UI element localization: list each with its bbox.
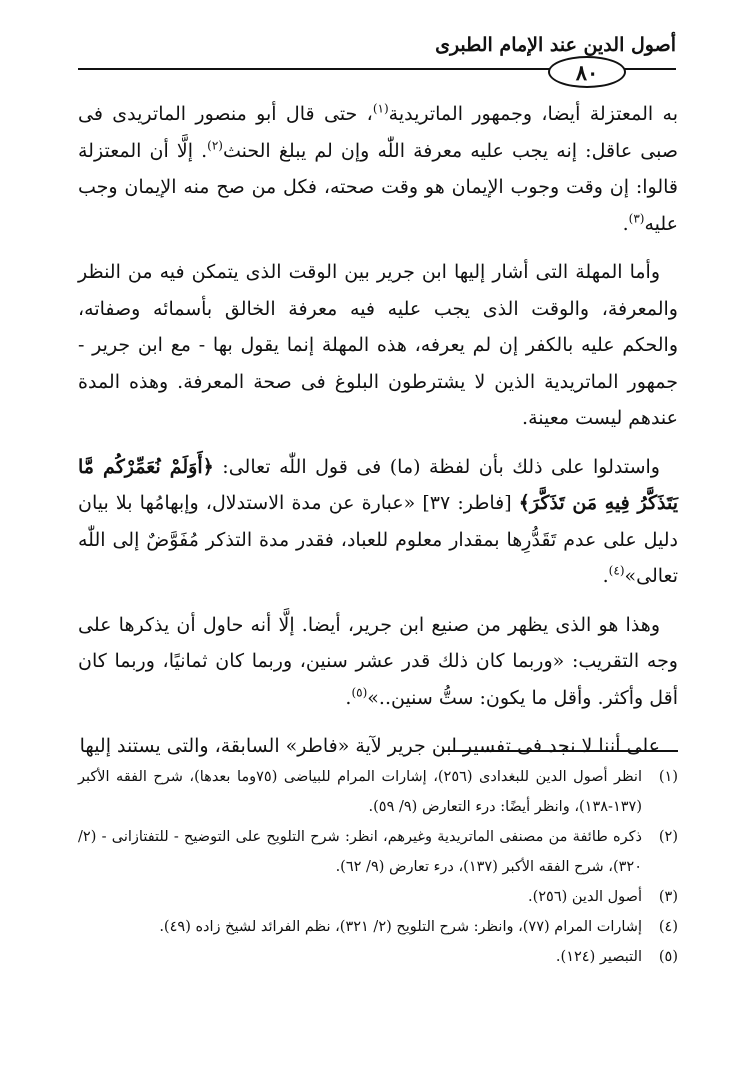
footnote-number: (١) [658,769,678,785]
footnote-text: التبصير (١٢٤). [555,949,642,965]
paragraph-1-text-a: به المعتزلة أيضا، وجمهور الماتريدية [388,103,678,125]
footnote-ref-5: (٥) [351,685,368,700]
footnote-text: أصول الدين (٢٥٦). [527,889,642,905]
paragraph-4-text-a: وهذا هو الذى يظهر من صنيع ابن جرير، أيضا. إلَّا أنه حاول أن يذكرها على وجه التقريب: «وربما كان ذلك قدر عشر سنين، وربما كان ثمانيًا، وربما كان أقل وأكثر. وأقل ما يكون: ستُّ سنين..» [78,613,678,709]
paragraph-1-text-b: ، حتى قال أبو منصور الماتريدى فى صبى عاقل: إنه يجب عليه معرفة اللّٰه وإن لم يبلغ الحنث [78,103,678,162]
main-text [78,96,678,777]
paragraph-1 [78,96,678,242]
paragraph-3-text-c: . [602,565,609,587]
footnote-ref-4: (٤) [608,563,625,578]
quran-verse: ﴿أَوَلَمْ نُعَمِّرْكُم مَّا يَتَذَكَّرُ فِيهِ مَن تَذَكَّرَ﴾ [78,455,678,514]
footnote-1 [78,762,678,822]
paragraph-3-text-b: [فاطر: ٣٧] «عبارة عن مدة الاستدلال، وإبهامُها بلا بيان دليل على عدم تَقَدُّرِها بمقدار معلوم للعباد، فقدر مدة التذكر مُفَوَّضٌ إلى اللّٰه تعالى» [78,492,678,587]
footnote-text: ذكره طائفة من مصنفى الماتريدية وغيرهم، انظر: شرح التلويح على التوضيح - للتفتازانى - (٢/ ٣٢٠)، شرح الفقه الأكبر (١٣٧)، درء تعارض (٩/ ٦٢). [78,829,642,875]
footnote-ref-1: (١) [372,101,389,116]
footnote-2 [78,822,678,882]
footnote-ref-3: (٣) [628,211,645,226]
paragraph-1-text-d: . [622,212,629,235]
footnote-separator [442,750,678,752]
paragraph-3-text-a: واستدلوا على ذلك بأن لفظة (ما) فى قول اللّٰه تعالى: [213,455,660,478]
paragraph-5: على أننا لا نجد فى تفسير ابن جرير لآية «فاطر» السابقة، والتى يستند إليها [79,735,660,757]
running-header-title: أصول الدين عند الإمام الطبرى [435,34,676,56]
footnote-ref-2: (٢) [207,138,223,153]
footnotes [78,762,678,972]
footnote-number: (٥) [658,949,678,965]
footnote-3 [78,882,678,912]
paragraph-3 [78,449,678,595]
footnote-number: (٢) [658,829,678,845]
footnote-number: (٤) [658,919,678,935]
footnote-4 [78,912,678,942]
footnote-5 [78,942,678,972]
paragraph-4-text-b: . [345,686,352,709]
paragraph-2: وأما المهلة التى أشار إليها ابن جرير بين الوقت الذى يتمكن فيه من النظر والمعرفة، والوقت الذى يجب عليه فيه معرفة الخالق بأسمائه وصفاته، والحكم عليه بالكفر إن لم يعرفه، هذه المهلة إنما يقول بها - مع ابن جرير - جمهور الماتريدية الذين لا يشترطون البلوغ فى صحة المعرفة. وهذه المدة عندهم ليست معينة. [78,261,678,429]
page-number: ٨٠ [548,56,626,88]
paragraph-1-text-c: . إلَّا أن المعتزلة قالوا: إن وقت وجوب الإيمان هو وقت صحته، فكل من صح منه الإيمان وجب عليه [78,139,678,235]
footnote-number: (٣) [658,889,678,905]
footnote-text: إشارات المرام (٧٧)، وانظر: شرح التلويح (٢/ ٣٢١)، نظم الفرائد لشيخ زاده (٤٩). [159,919,642,935]
footnote-text: انظر أصول الدين للبغدادى (٢٥٦)، إشارات المرام للبياضى (٧٥وما بعدها)، شرح الفقه الأكبر (١٣٧-١٣٨)، وانظر أيضًا: درء التعارض (٩/ ٥٩). [78,769,642,815]
paragraph-4 [78,607,678,717]
